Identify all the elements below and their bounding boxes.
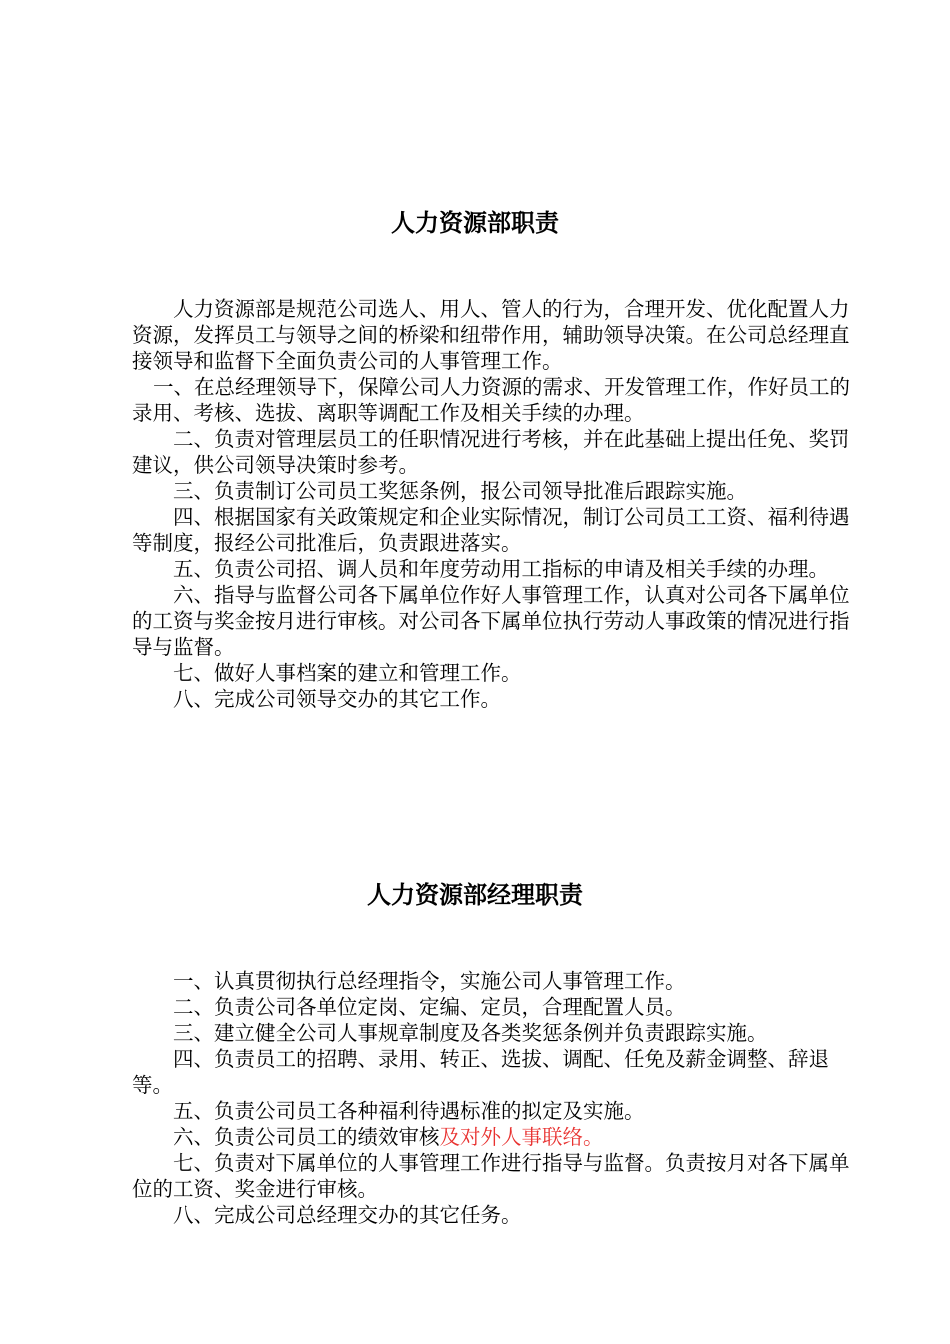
section2-title: 人力资源部经理职责 (367, 880, 583, 909)
section2-item-1: 一、认真贯彻执行总经理指令，实施公司人事管理工作。 (173, 969, 686, 993)
section2-item-6-highlight: 及对外人事联络。 (439, 1125, 604, 1149)
section2-item-6-text: 六、负责公司员工的绩效审核 (173, 1125, 440, 1149)
section2-item-2: 二、负责公司各单位定岗、定编、定员，合理配置人员。 (173, 995, 686, 1019)
section1-item-6: 六、指导与监督公司各下属单位作好人事管理工作，认真对公司各下属单位的工资与奖金按月进行审核。对公司各下属单位执行劳动人事政策的情况进行指导与监督。 (132, 583, 850, 659)
section1-item-2: 二、负责对管理层员工的任职情况进行考核，并在此基础上提出任免、奖罚建议，供公司领导决策时参考。 (132, 427, 850, 477)
section2-item-5: 五、负责公司员工各种福利待遇标准的拟定及实施。 (173, 1099, 645, 1123)
section1-item-3: 三、负责制订公司员工奖惩条例，报公司领导批准后跟踪实施。 (173, 479, 747, 503)
section1-item-8: 八、完成公司领导交办的其它工作。 (173, 687, 501, 711)
section2-item-3: 三、建立健全公司人事规章制度及各类奖惩条例并负责跟踪实施。 (173, 1021, 768, 1045)
section1-title: 人力资源部职责 (391, 208, 559, 237)
section1-body (132, 296, 852, 712)
section2-body (132, 968, 852, 1228)
section2-item-8: 八、完成公司总经理交办的其它任务。 (173, 1203, 522, 1227)
section2-item-4: 四、负责员工的招聘、录用、转正、选拔、调配、任免及薪金调整、辞退等。 (132, 1047, 829, 1097)
section1-item-4: 四、根据国家有关政策规定和企业实际情况，制订公司员工工资、福利待遇等制度，报经公司批准后，负责跟进落实。 (132, 505, 850, 555)
section1-item-7: 七、做好人事档案的建立和管理工作。 (173, 661, 522, 685)
section1-item-5: 五、负责公司招、调人员和年度劳动用工指标的申请及相关手续的办理。 (173, 557, 829, 581)
section2-item-6 (132, 1124, 852, 1150)
section2-item-7: 七、负责对下属单位的人事管理工作进行指导与监督。负责按月对各下属单位的工资、奖金进行审核。 (132, 1151, 850, 1201)
section1-item-1: 一、在总经理领导下，保障公司人力资源的需求、开发管理工作，作好员工的录用、考核、选拔、离职等调配工作及相关手续的办理。 (132, 375, 850, 425)
section1-intro: 人力资源部是规范公司选人、用人、管人的行为，合理开发、优化配置人力资源，发挥员工与领导之间的桥梁和纽带作用，辅助领导决策。在公司总经理直接领导和监督下全面负责公司的人事管理工作。 (132, 297, 850, 373)
